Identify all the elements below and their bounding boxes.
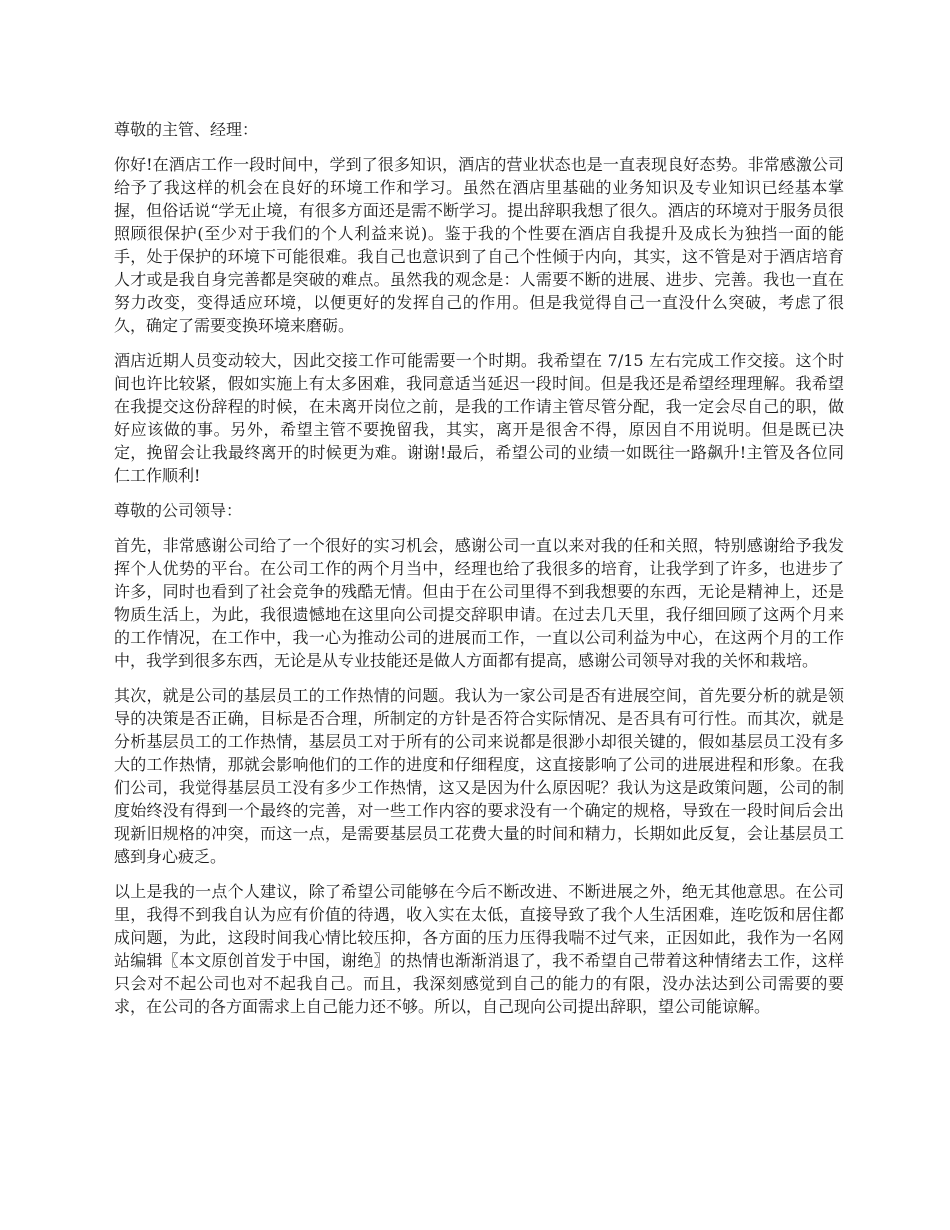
salutation-paragraph: 尊敬的公司领导： — [114, 501, 243, 520]
body-paragraph: 首先，非常感谢公司给了一个很好的实习机会，感谢公司一直以来对我的任和关照，特别感谢给予我发挥个人优势的平台。在公司工作的两个月当中，经理也给了我很多的培育，让我学到了许多，也进步了许多，同时也看到了社会竞争的残酷无情。但由于在公司里得不到我想要的东西，无论是精神上，还是物质生活上，为此，我很遗憾地在这里向公司提交辞职申请。在过去几天里，我仔细回顾了这两个月来的工作情况，在工作中，我一心为推动公司的进展而工作，一直以公司利益为中心，在这两个月的工作中，我学到很多东西，无论是从专业技能还是做人方面都有提高，感谢公司领导对我的关怀和栽培。 — [114, 536, 844, 670]
body-paragraph: 以上是我的一点个人建议，除了希望公司能够在今后不断改进、不断进展之外，绝无其他意思。在公司里，我得不到我自认为应有价值的待遇，收入实在太低，直接导致了我个人生活困难，连吃饭和居住都成问题，为此，这段时间我心情比较压抑，各方面的压力压得我喘不过气来，正因如此，我作为一名网站编辑〖本文原创首发于中国，谢绝〗的热情也渐渐消退了，我不希望自己带着这种情绪去工作，这样只会对不起公司也对不起我自己。而且，我深刻感觉到自己的能力的有限，没办法达到公司需要的要求，在公司的各方面需求上自己能力还不够。所以，自己现向公司提出辞职，望公司能谅解。 — [114, 882, 844, 1016]
salutation-paragraph: 尊敬的主管、经理： — [114, 120, 259, 139]
document-body — [114, 118, 844, 1030]
body-paragraph: 你好!在酒店工作一段时间中，学到了很多知识，酒店的营业状态也是一直表现良好态势。非常感激公司给予了我这样的机会在良好的环境工作和学习。虽然在酒店里基础的业务知识及专业知识已经基本掌握，但俗话说“学无止境，有很多方面还是需不断学习。提出辞职我想了很久。酒店的环境对于服务员很照顾很保护(至少对于我们的个人利益来说)。鉴于我的个性要在酒店自我提升及成长为独挡一面的能手，处于保护的环境下可能很难。我自己也意识到了自己个性倾于内向，其实，这不管是对于酒店培育人才或是我自身完善都是突破的难点。虽然我的观念是：人需要不断的进展、进步、完善。我也一直在努力改变，变得适应环境，以便更好的发挥自己的作用。但是我觉得自己一直没什么突破，考虑了很久，确定了需要变换环境来磨砺。 — [114, 155, 844, 335]
body-paragraph: 酒店近期人员变动较大，因此交接工作可能需要一个时期。我希望在 7/15 左右完成工作交接。这个时间也许比较紧，假如实施上有太多困难，我同意适当延迟一段时间。但是我还是希望经理理解。我希望在我提交这份辞程的时候，在未离开岗位之前，是我的工作请主管尽管分配，我一定会尽自己的职，做好应该做的事。另外，希望主管不要挽留我，其实，离开是很舍不得，原因自不用说明。但是既已决定，挽留会让我最终离开的时候更为难。谢谢!最后，希望公司的业绩一如既往一路飙升!主管及各位同仁工作顺利! — [114, 351, 844, 485]
body-paragraph: 其次，就是公司的基层员工的工作热情的问题。我认为一家公司是否有进展空间，首先要分析的就是领导的决策是否正确，目标是否合理，所制定的方针是否符合实际情况、是否具有可行性。而其次，就是分析基层员工的工作热情，基层员工对于所有的公司来说都是很渺小却很关键的，假如基层员工没有多大的工作热情，那就会影响他们的工作的进度和仔细程度，这直接影响了公司的进展进程和形象。在我们公司，我觉得基层员工没有多少工作热情，这又是因为什么原因呢？我认为这是政策问题，公司的制度始终没有得到一个最终的完善，对一些工作内容的要求没有一个确定的规格，导致在一段时间后会出现新旧规格的冲突，而这一点，是需要基层员工花费大量的时间和精力，长期如此反复，会让基层员工感到身心疲乏。 — [114, 686, 844, 866]
